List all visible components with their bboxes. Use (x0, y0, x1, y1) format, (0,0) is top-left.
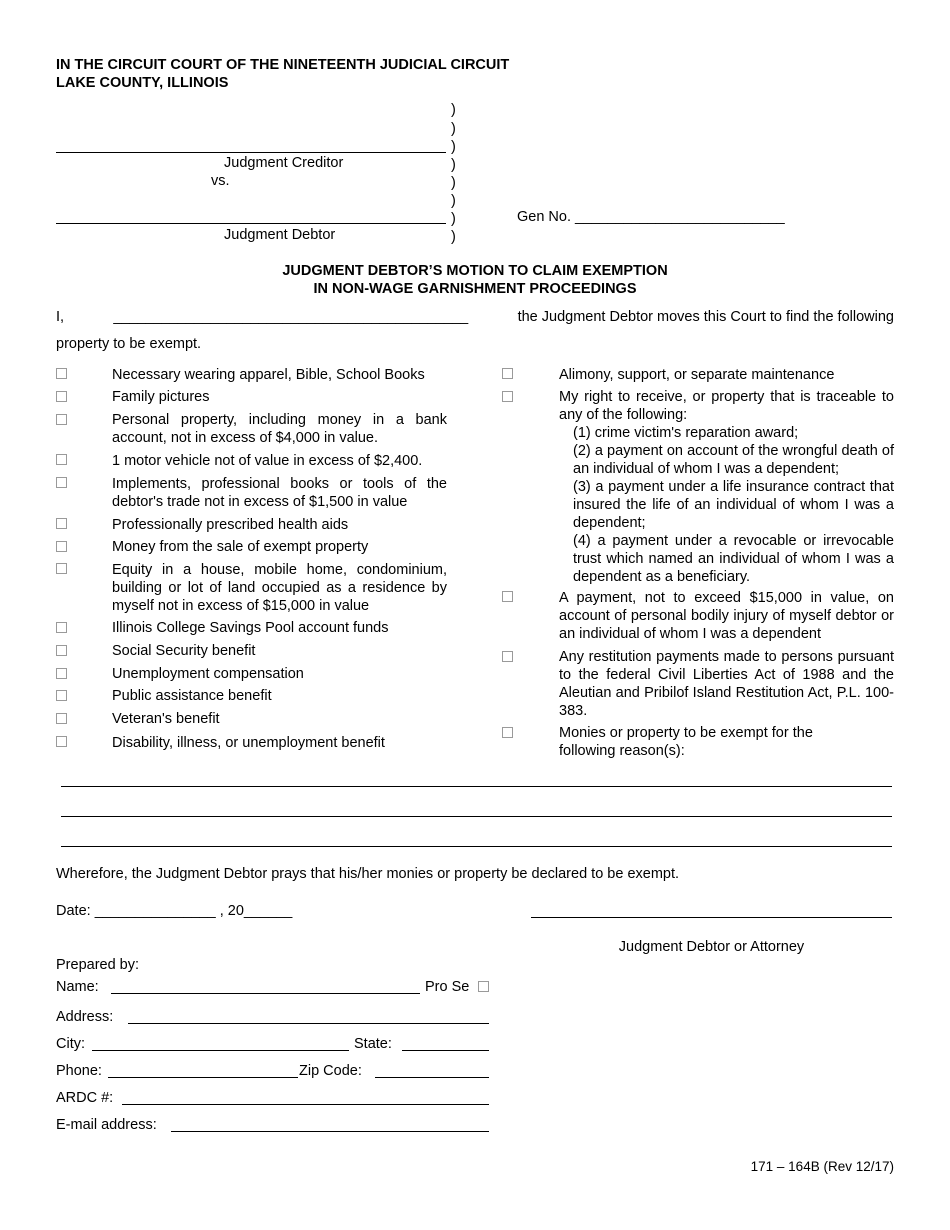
zip-code-label: Zip Code: (299, 1063, 362, 1079)
exemption-item: Necessary wearing apparel, Bible, School Books (112, 367, 425, 383)
zip-code-line[interactable] (375, 1077, 489, 1078)
checkbox[interactable] (56, 622, 67, 633)
traceable-sub-3: (3) a payment under a life insurance contract that insured the life of an individual of whom I was a dependent; (573, 479, 894, 531)
intro-i: I, (56, 309, 65, 325)
date-year-prefix: , 20 (219, 903, 244, 919)
checkbox[interactable] (56, 454, 67, 465)
checkbox[interactable] (56, 414, 67, 425)
traceable-sub-2: (2) a payment on account of the wrongful death of an individual of whom I was a dependent; (573, 443, 894, 477)
checkbox[interactable] (502, 391, 513, 402)
wherefore-clause: Wherefore, the Judgment Debtor prays that his/her monies or property be declared to be exempt. (56, 866, 680, 882)
gen-no-field[interactable] (517, 208, 785, 226)
checkbox[interactable] (56, 477, 67, 488)
debtor-name-blank[interactable]: ____________________________________________ (113, 309, 469, 325)
phone-line[interactable] (108, 1077, 298, 1078)
exemption-item: Social Security benefit (112, 643, 256, 659)
checkbox[interactable] (56, 690, 67, 701)
checkbox[interactable] (56, 645, 67, 656)
paren: ) (451, 193, 456, 209)
county-name: LAKE COUNTY, ILLINOIS (56, 75, 229, 91)
pro-se-label: Pro Se (425, 979, 470, 995)
other-reason-item: Monies or property to be exempt for the following reason(s): (559, 725, 813, 759)
checkbox[interactable] (56, 713, 67, 724)
exemption-item: Family pictures (112, 389, 210, 405)
exemption-item: Public assistance benefit (112, 688, 272, 704)
restitution-item: Any restitution payments made to persons pursuant to the federal Civil Liberties Act of 1988 and the Aleutian and Pribilof Island Restitution Act, P.L. 100-383. (559, 649, 894, 719)
ardc-label: ARDC #: (56, 1090, 114, 1106)
exemption-item: Professionally prescribed health aids (112, 517, 349, 533)
reason-line[interactable] (61, 816, 892, 817)
state-line[interactable] (402, 1050, 489, 1051)
date-blank: _______________ (94, 903, 216, 919)
paren: ) (451, 121, 456, 137)
gen-no-line: __________________________ (575, 209, 785, 225)
paren: ) (451, 211, 456, 227)
exemption-item: Veteran's benefit (112, 711, 220, 727)
name-line[interactable] (111, 993, 420, 994)
creditor-name-line[interactable] (56, 152, 446, 153)
phone-label: Phone: (56, 1063, 102, 1079)
intro-text: the Judgment Debtor moves this Court to find the following (517, 309, 894, 325)
title-line-1: JUDGMENT DEBTOR’S MOTION TO CLAIM EXEMPTION (282, 263, 668, 279)
signature-line[interactable] (531, 917, 892, 918)
paren: ) (451, 157, 456, 173)
exemption-item: 1 motor vehicle not of value in excess of $2,400. (112, 453, 423, 469)
judgment-debtor-label: Judgment Debtor (224, 227, 336, 243)
versus-label: vs. (211, 173, 230, 189)
checkbox[interactable] (56, 736, 67, 747)
checkbox[interactable] (56, 668, 67, 679)
signature-label: Judgment Debtor or Attorney (618, 939, 805, 955)
checkbox[interactable] (502, 368, 513, 379)
checkbox[interactable] (502, 651, 513, 662)
intro-line (56, 308, 894, 326)
paren: ) (451, 229, 456, 245)
bodily-injury-item: A payment, not to exceed $15,000 in value, on account of personal bodily injury of myself debtor or an individual of whom I was a dependent (559, 590, 894, 642)
email-label: E-mail address: (56, 1117, 157, 1133)
debtor-name-line[interactable] (56, 223, 446, 224)
reason-line[interactable] (61, 786, 892, 787)
checkbox[interactable] (56, 518, 67, 529)
exemption-item: Unemployment compensation (112, 666, 304, 682)
city-line[interactable] (92, 1050, 349, 1051)
exemption-item: Implements, professional books or tools of the debtor's trade not in excess of $1,500 in value (112, 476, 447, 510)
traceable-sub-1: (1) crime victim's reparation award; (573, 425, 799, 441)
judgment-creditor-label: Judgment Creditor (224, 155, 344, 171)
reason-line[interactable] (61, 846, 892, 847)
paren: ) (451, 175, 456, 191)
date-year-blank: ______ (243, 903, 293, 919)
traceable-item: My right to receive, or property that is traceable to any of the following: (559, 389, 894, 423)
checkbox[interactable] (502, 727, 513, 738)
address-line[interactable] (128, 1023, 489, 1024)
motion-title (56, 262, 894, 298)
exemption-item: Illinois College Savings Pool account funds (112, 620, 389, 636)
ardc-line[interactable] (122, 1104, 489, 1105)
prepared-by-heading: Prepared by: (56, 957, 140, 973)
state-label: State: (354, 1036, 392, 1052)
checkbox[interactable] (56, 368, 67, 379)
paren: ) (451, 139, 456, 155)
title-line-2: IN NON-WAGE GARNISHMENT PROCEEDINGS (313, 281, 637, 297)
exemption-item: Equity in a house, mobile home, condominium, building or lot of land occupied as a residence by myself not in excess of $15,000 in value (112, 562, 447, 614)
intro-text-cont: property to be exempt. (56, 336, 202, 352)
checkbox[interactable] (56, 563, 67, 574)
checkbox[interactable] (56, 541, 67, 552)
court-header (56, 56, 509, 92)
form-number: 171 – 164B (Rev 12/17) (750, 1159, 894, 1174)
address-label: Address: (56, 1009, 114, 1025)
pro-se-checkbox[interactable] (478, 981, 489, 992)
date-label: Date: (56, 903, 91, 919)
city-label: City: (56, 1036, 85, 1052)
exemption-item: Money from the sale of exempt property (112, 539, 369, 555)
court-name: IN THE CIRCUIT COURT OF THE NINETEENTH JUDICIAL CIRCUIT (56, 57, 510, 73)
name-label: Name: (56, 979, 99, 995)
checkbox[interactable] (56, 391, 67, 402)
exemption-item: Disability, illness, or unemployment benefit (112, 735, 385, 751)
paren: ) (451, 102, 456, 118)
gen-no-label: Gen No. (517, 209, 571, 225)
traceable-sub-4: (4) a payment under a revocable or irrevocable trust which named an individual of whom I was a dependent as a beneficiary. (573, 533, 894, 585)
checkbox[interactable] (502, 591, 513, 602)
exemption-item: Personal property, including money in a bank account, not in excess of $4,000 in value. (112, 412, 447, 446)
email-line[interactable] (171, 1131, 489, 1132)
date-field[interactable] (56, 902, 292, 920)
alimony-item: Alimony, support, or separate maintenance (559, 367, 835, 383)
